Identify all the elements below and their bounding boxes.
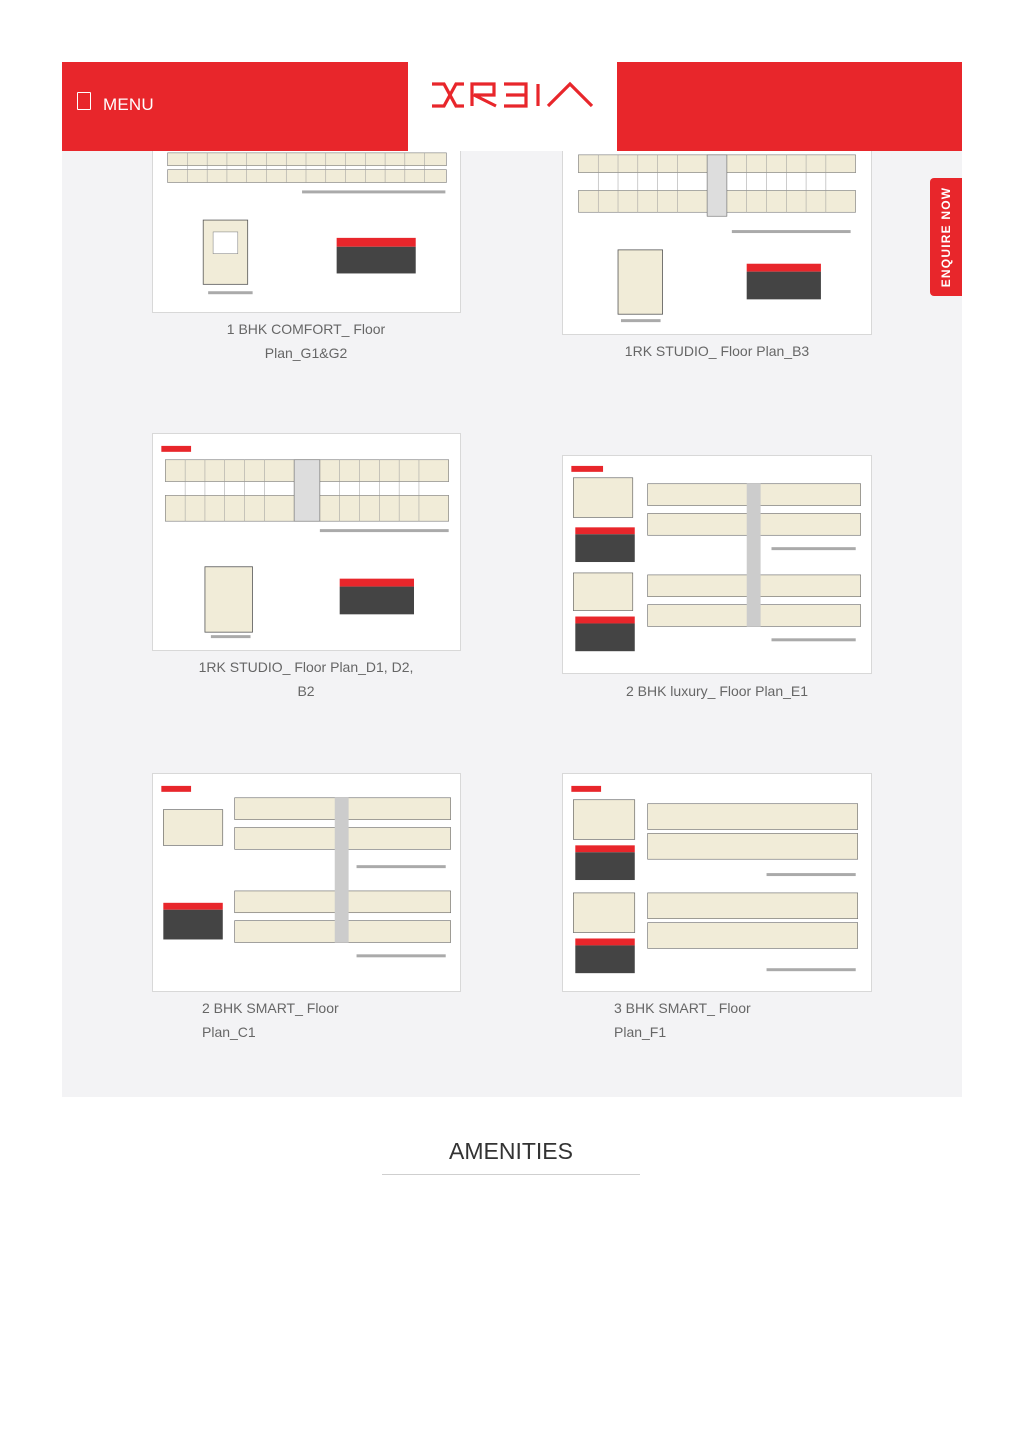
floor-plan-image[interactable]: [562, 140, 872, 335]
menu-button[interactable]: MENU: [103, 95, 154, 114]
caption-line: B2: [297, 683, 315, 699]
floor-plan-caption: [202, 996, 402, 1044]
floor-plan-caption: [206, 317, 406, 365]
amenities-divider: [382, 1174, 640, 1175]
floor-plan-caption: [592, 339, 842, 363]
floor-plan-image[interactable]: [562, 773, 872, 992]
caption-line: 2 BHK luxury_ Floor Plan_E1: [625, 683, 809, 699]
xrbia-logo[interactable]: [430, 80, 594, 110]
caption-line: 1RK STUDIO_ Floor Plan_B3: [624, 343, 810, 359]
caption-line: Plan_F1: [614, 1024, 667, 1040]
floor-plan-image[interactable]: [152, 140, 461, 313]
caption-line: 1 BHK COMFORT_ Floor: [226, 321, 386, 337]
caption-line: Plan_G1&G2: [264, 345, 348, 361]
enquire-now-button[interactable]: [930, 178, 962, 296]
caption-line: 3 BHK SMART_ Floor: [614, 1000, 751, 1016]
caption-line: 2 BHK SMART_ Floor: [202, 1000, 339, 1016]
amenities-heading: AMENITIES: [449, 1138, 573, 1164]
floor-plan-image[interactable]: [152, 433, 461, 651]
enquire-now-label: ENQUIRE NOW: [939, 186, 953, 288]
floor-plan-image[interactable]: [152, 773, 461, 992]
floor-plan-caption: [176, 655, 436, 703]
caption-line: Plan_C1: [202, 1024, 256, 1040]
floor-plan-caption: [614, 996, 814, 1044]
caption-line: 1RK STUDIO_ Floor Plan_D1, D2,: [198, 659, 414, 675]
floor-plan-image[interactable]: [562, 455, 872, 674]
floor-plan-caption: [592, 679, 842, 703]
header-right-bar: [617, 62, 962, 151]
menu-icon[interactable]: [77, 92, 91, 110]
